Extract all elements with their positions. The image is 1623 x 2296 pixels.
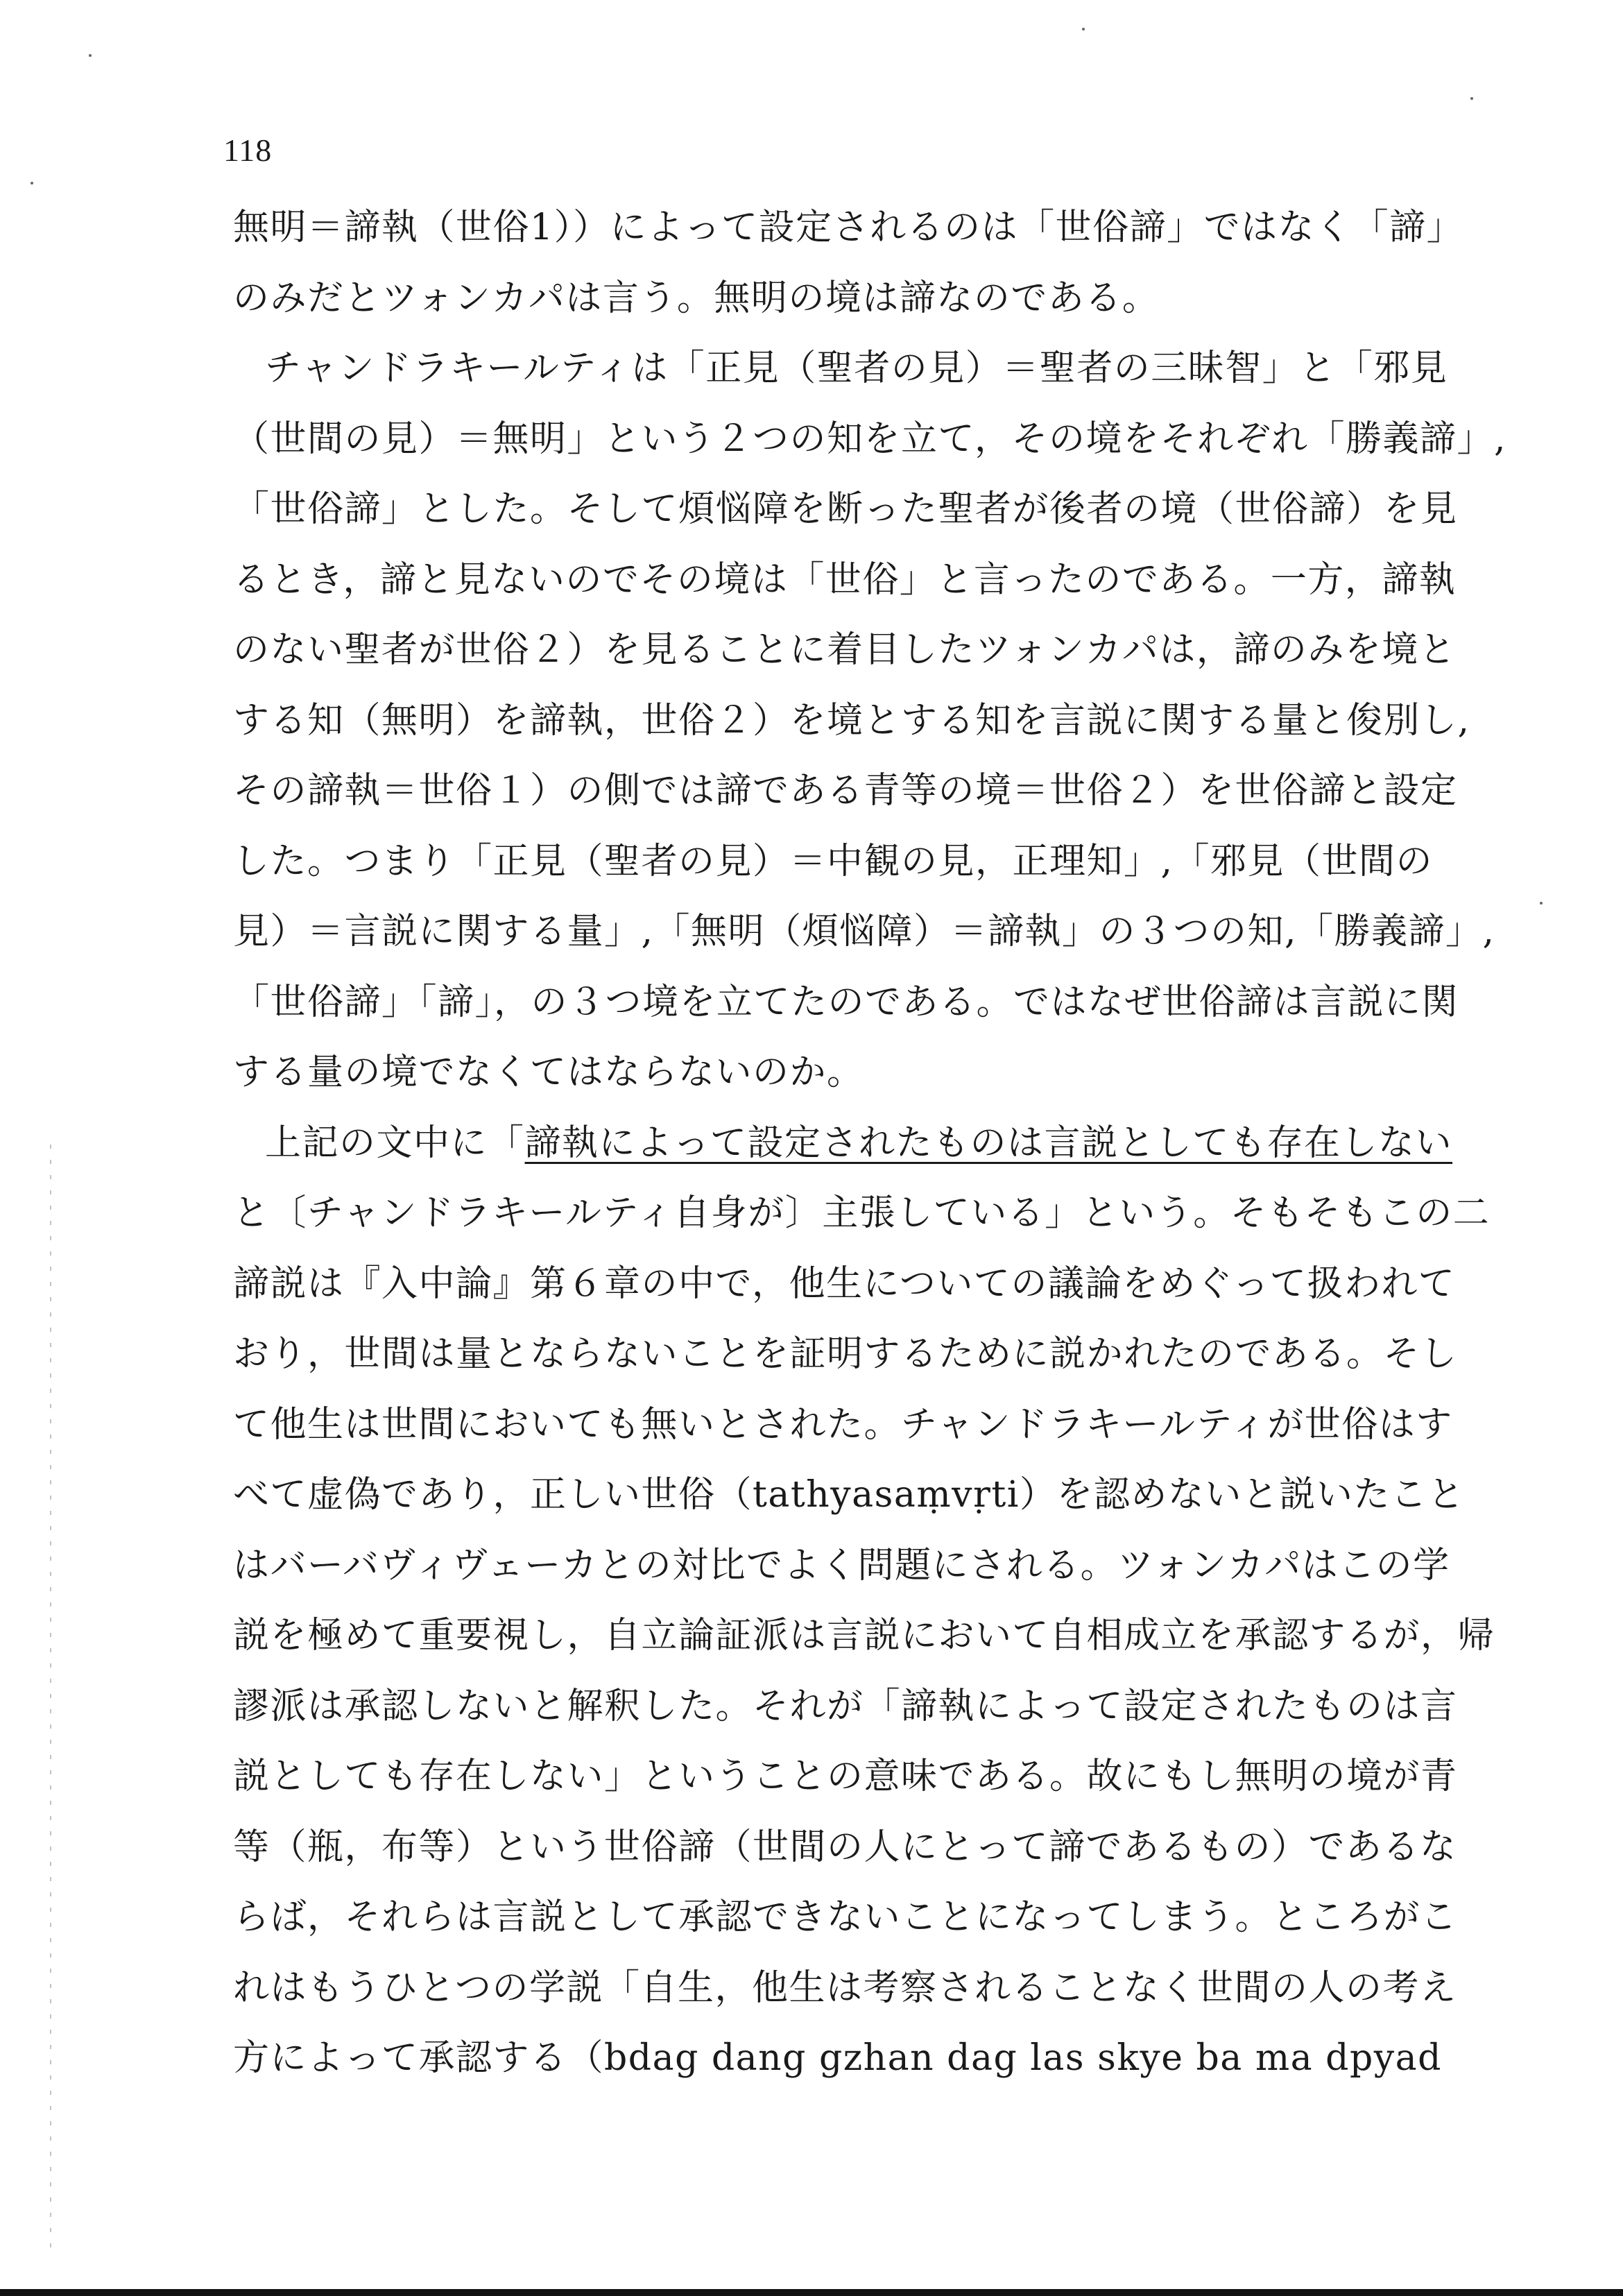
text-line: と〔チャンドラキールティ自身が〕主張している」という。そもそもこの二 [233,1192,1491,1234]
text-line: るとき，諦と見ないのでその境は「世俗」と言ったのである。一方，諦執 [233,558,1457,601]
page-number: 118 [223,132,273,168]
body-text [233,193,1506,2094]
text-line: 諦説は『入中論』第６章の中で，他生についての議論をめぐって扱われて [233,1262,1456,1305]
scan-speck [1540,902,1543,905]
text-span: 上記の文中に「 [265,1122,525,1164]
text-line: はバーバヴィヴェーカとの対比でよく問題にされる。ツォンカパはこの学 [233,1544,1450,1586]
text-line: する量の境でなくてはならないのか。 [233,1052,864,1093]
text-line: した。つまり「正見（聖者の見）＝中観の見，正理知」,「邪見（世間の [233,840,1434,882]
text-line: 無明＝諦執（世俗1））によって設定されるのは「世俗諦」ではなく「諦」 [233,207,1464,248]
text-line: 謬派は承認しないと解釈した。それが「諦執によって設定されたものは言 [233,1685,1458,1727]
text-line: 等（瓶，布等）という世俗諦（世間の人にとって諦であるもの）であるな [233,1826,1457,1868]
text-line: （世間の見）＝無明」という２つの知を立て，その境をそれぞれ「勝義諦」, [233,418,1506,460]
scan-speck [31,182,33,185]
text-line: のない聖者が世俗２）を見ることに着目したツォンカパは，諦のみを境と [233,629,1457,671]
scan-speck [89,54,92,57]
paragraph-start-line [233,1108,1453,1179]
text-line: 方によって承認する（bdag dang gzhan dag las skye ba ma dpyad [233,2037,1442,2079]
scan-speck [1470,97,1473,100]
underlined-quote: 諦執によって設定されたものは言説としても存在しない [524,1122,1453,1164]
text-line: て他生は世間においても無いとされた。チャンドラキールティが世俗はす [233,1403,1453,1446]
text-line: 「世俗諦」「諦」，の３つ境を立てたのである。ではなぜ世俗諦は言説に関 [233,981,1459,1023]
text-line: れはもうひとつの学説「自生，他生は考察されることなく世間の人の考え [233,1967,1457,2009]
text-line: する知（無明）を諦執，世俗２）を境とする知を言説に関する量と俊別し, [233,699,1470,742]
text-line: 「世俗諦」とした。そして煩悩障を断った聖者が後者の境（世俗諦）を見 [233,488,1458,530]
text-line: らば，それらは言説として承認できないことになってしまう。ところがこ [233,1896,1458,1938]
text-line: べて虚偽であり，正しい世俗（tathyasaṃvṛti）を認めないと説いたこと [233,1474,1465,1516]
binding-edge [50,1145,51,2254]
scan-speck [1082,28,1085,31]
text-line: 見）＝言説に関する量」,「無明（煩悩障）＝諦執」の３つの知,「勝義諦」, [233,911,1495,952]
paragraph-start-line: チャンドラキールティは「正見（聖者の見）＝聖者の三昧智」と「邪見 [265,348,1448,389]
text-line: のみだとツォンカパは言う。無明の境は諦なのである。 [233,277,1160,319]
text-line: その諦執＝世俗１）の側では諦である青等の境＝世俗２）を世俗諦と設定 [233,770,1458,812]
text-line: 説を極めて重要視し，自立論証派は言説において自相成立を承認するが，帰 [233,1615,1495,1656]
text-line: おり，世間は量とならないことを証明するために説かれたのである。そし [233,1333,1458,1375]
text-line: 説としても存在しない」ということの意味である。故にもし無明の境が青 [233,1756,1458,1797]
page-bottom-edge [0,2289,1623,2296]
